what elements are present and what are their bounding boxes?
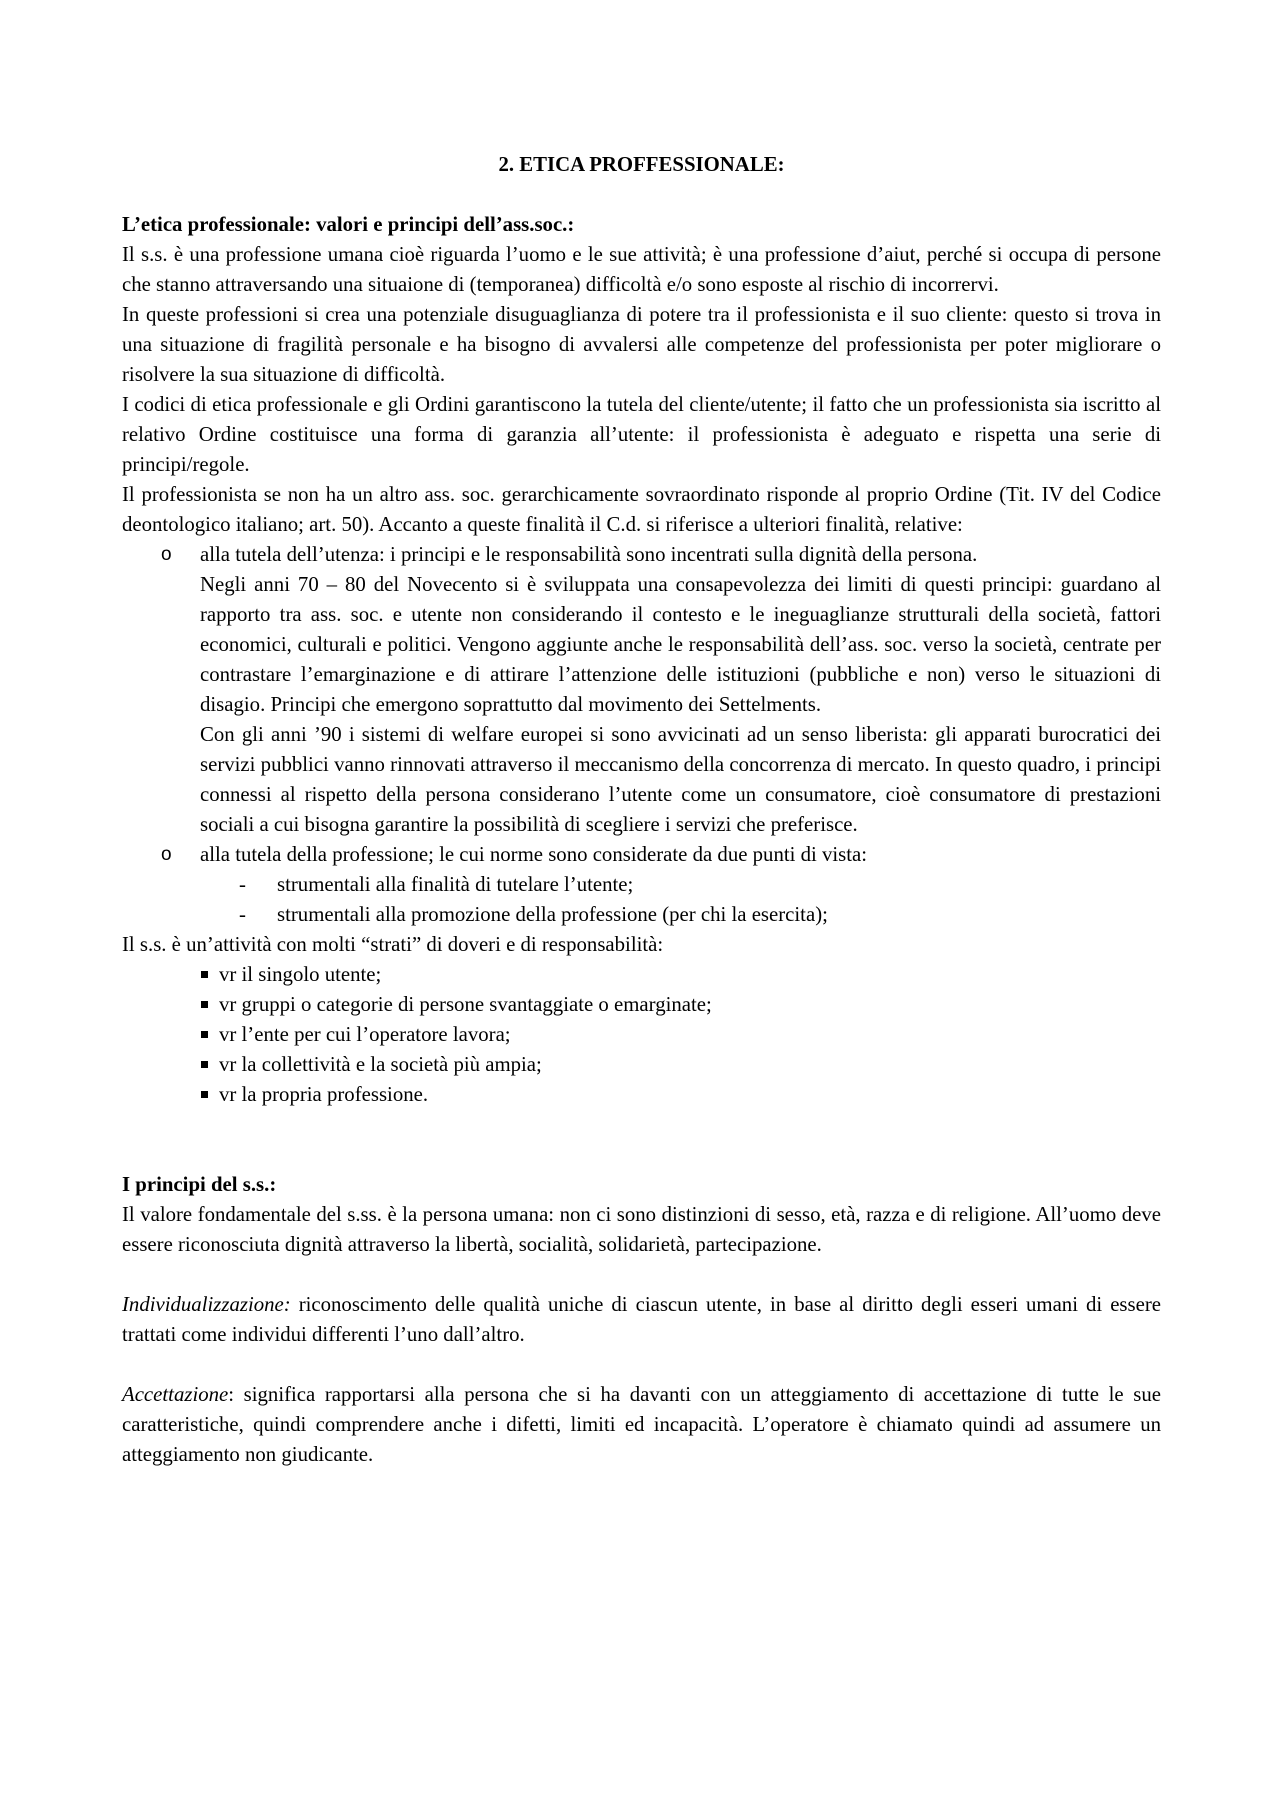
list-item-text: Con gli anni ’90 i sistemi di welfare europei si sono avvicinati ad un senso liberista: gli apparati burocratici dei servizi pubblici vanno rinnovati attraverso il meccanismo della concorrenza di mercato. In questo quadro, i principi connessi al rispetto della persona considerano l’utente come un consumatore, cioè consumatore di prestazioni sociali a cui bisogna garantire la possibilità di scegliere i servizi che preferisce. [200, 723, 1161, 836]
spacer [122, 1350, 1161, 1380]
definition-text: riconoscimento delle qualità uniche di ciascun utente, in base al diritto degli esseri umani di essere trattati come individui differenti l’uno dall’altro. [122, 1293, 1161, 1346]
page-title: 2. ETICA PROFFESSIONALE: [498, 153, 785, 176]
term-individualizzazione: Individualizzazione: [122, 1293, 291, 1316]
section-heading-etica: L’etica professionale: valori e principi dell’ass.soc.: [122, 213, 575, 236]
section-heading-principi: I principi del s.s.: [122, 1173, 277, 1196]
spacer [122, 1260, 1161, 1290]
definition-text: : significa rapportarsi alla persona che si ha davanti con un atteggiamento di accettazione di tutte le sue caratteristiche, quindi comprendere anche i difetti, limiti ed incapacità. L’operatore è chiamato quindi ad assumere un atteggiamento non giudicante. [122, 1383, 1161, 1466]
paragraph: In queste professioni si crea una potenziale disuguaglianza di potere tra il professionista e il suo cliente: questo si trova in una situazione di fragilità personale e ha bisogno di avvalersi alle competenze del professionista per poter migliorare o risolvere la sua situazione di difficoltà. [122, 303, 1161, 386]
paragraph: I codici di etica professionale e gli Ordini garantiscono la tutela del cliente/utente; il fatto che un professionista sia iscritto al relativo Ordine costituisce una forma di garanzia all’utente: il professionista è adeguato e rispetta una serie di principi/regole. [122, 393, 1161, 476]
circle-bullet-icon: o [161, 844, 172, 865]
paragraph: Il s.s. è un’attività con molti “strati” di doveri e di responsabilità: [122, 933, 664, 956]
list-item [122, 990, 1161, 1020]
list-item-text: alla tutela dell’utenza: i principi e le responsabilità sono incentrati sulla dignità della persona. [200, 543, 978, 566]
list-item [122, 840, 1161, 870]
list-item-text: alla tutela della professione; le cui norme sono considerate da due punti di vista: [200, 843, 868, 866]
dash-bullet-icon: - [239, 873, 246, 896]
square-bullet-icon [201, 1031, 208, 1038]
spacer [122, 1110, 1161, 1170]
list-item-text: vr il singolo utente; [219, 963, 382, 986]
list-item-text: vr gruppi o categorie di persone svantaggiate o emarginate; [219, 993, 712, 1016]
paragraph: Il s.s. è una professione umana cioè riguarda l’uomo e le sue attività; è una professione d’aiut, perché si occupa di persone che stanno attraversando una situaione di (temporanea) difficoltà e/o sono esposte al rischio di incorrervi. [122, 243, 1161, 296]
list-item [122, 960, 1161, 990]
list-item-text: vr la propria professione. [219, 1083, 429, 1106]
finalita-list [122, 540, 1161, 870]
list-item [122, 1020, 1161, 1050]
circle-bullet-icon: o [161, 544, 172, 565]
list-item-text: strumentali alla finalità di tutelare l’utente; [277, 873, 634, 896]
list-item [122, 870, 1161, 900]
paragraph-individualizzazione [122, 1290, 1161, 1350]
paragraph: Il valore fondamentale del s.ss. è la persona umana: non ci sono distinzioni di sesso, età, razza e di religione. All’uomo deve essere riconosciuta dignità attraverso la libertà, socialità, solidarietà, partecipazione. [122, 1203, 1161, 1256]
list-item-text: vr la collettività e la società più ampia; [219, 1053, 542, 1076]
list-item-text: Negli anni 70 – 80 del Novecento si è sviluppata una consapevolezza dei limiti di questi principi: guardano al rapporto tra ass. soc. e utente non considerando il contesto e le ineguaglianze strutturali della società, fattori economici, culturali e politici. Vengono aggiunte anche le responsabilità dell’ass. soc. verso la società, centrate per contrastare l’emarginazione e di attirare l’attenzione delle istituzioni (pubbliche e non) verso le situazioni di disagio. Principi che emergono soprattutto dal movimento dei Settelments. [200, 573, 1161, 716]
square-bullet-icon [201, 1001, 208, 1008]
list-item [122, 540, 1161, 840]
list-item [122, 1080, 1161, 1110]
list-item-text: vr l’ente per cui l’operatore lavora; [219, 1023, 511, 1046]
list-item [122, 1050, 1161, 1080]
square-bullet-icon [201, 1061, 208, 1068]
term-accettazione: Accettazione [122, 1383, 229, 1406]
square-bullet-icon [201, 971, 208, 978]
paragraph: Il professionista se non ha un altro ass. soc. gerarchicamente sovraordinato risponde al proprio Ordine (Tit. IV del Codice deontologico italiano; art. 50). Accanto a queste finalità il C.d. si riferisce a ulteriori finalità, relative: [122, 483, 1161, 536]
dash-bullet-icon: - [239, 903, 246, 926]
punti-di-vista-list [122, 870, 1161, 930]
list-item-text: strumentali alla promozione della professione (per chi la esercita); [277, 903, 828, 926]
list-item [122, 900, 1161, 930]
square-bullet-icon [201, 1091, 208, 1098]
strati-list [122, 960, 1161, 1110]
paragraph-accettazione [122, 1380, 1161, 1470]
